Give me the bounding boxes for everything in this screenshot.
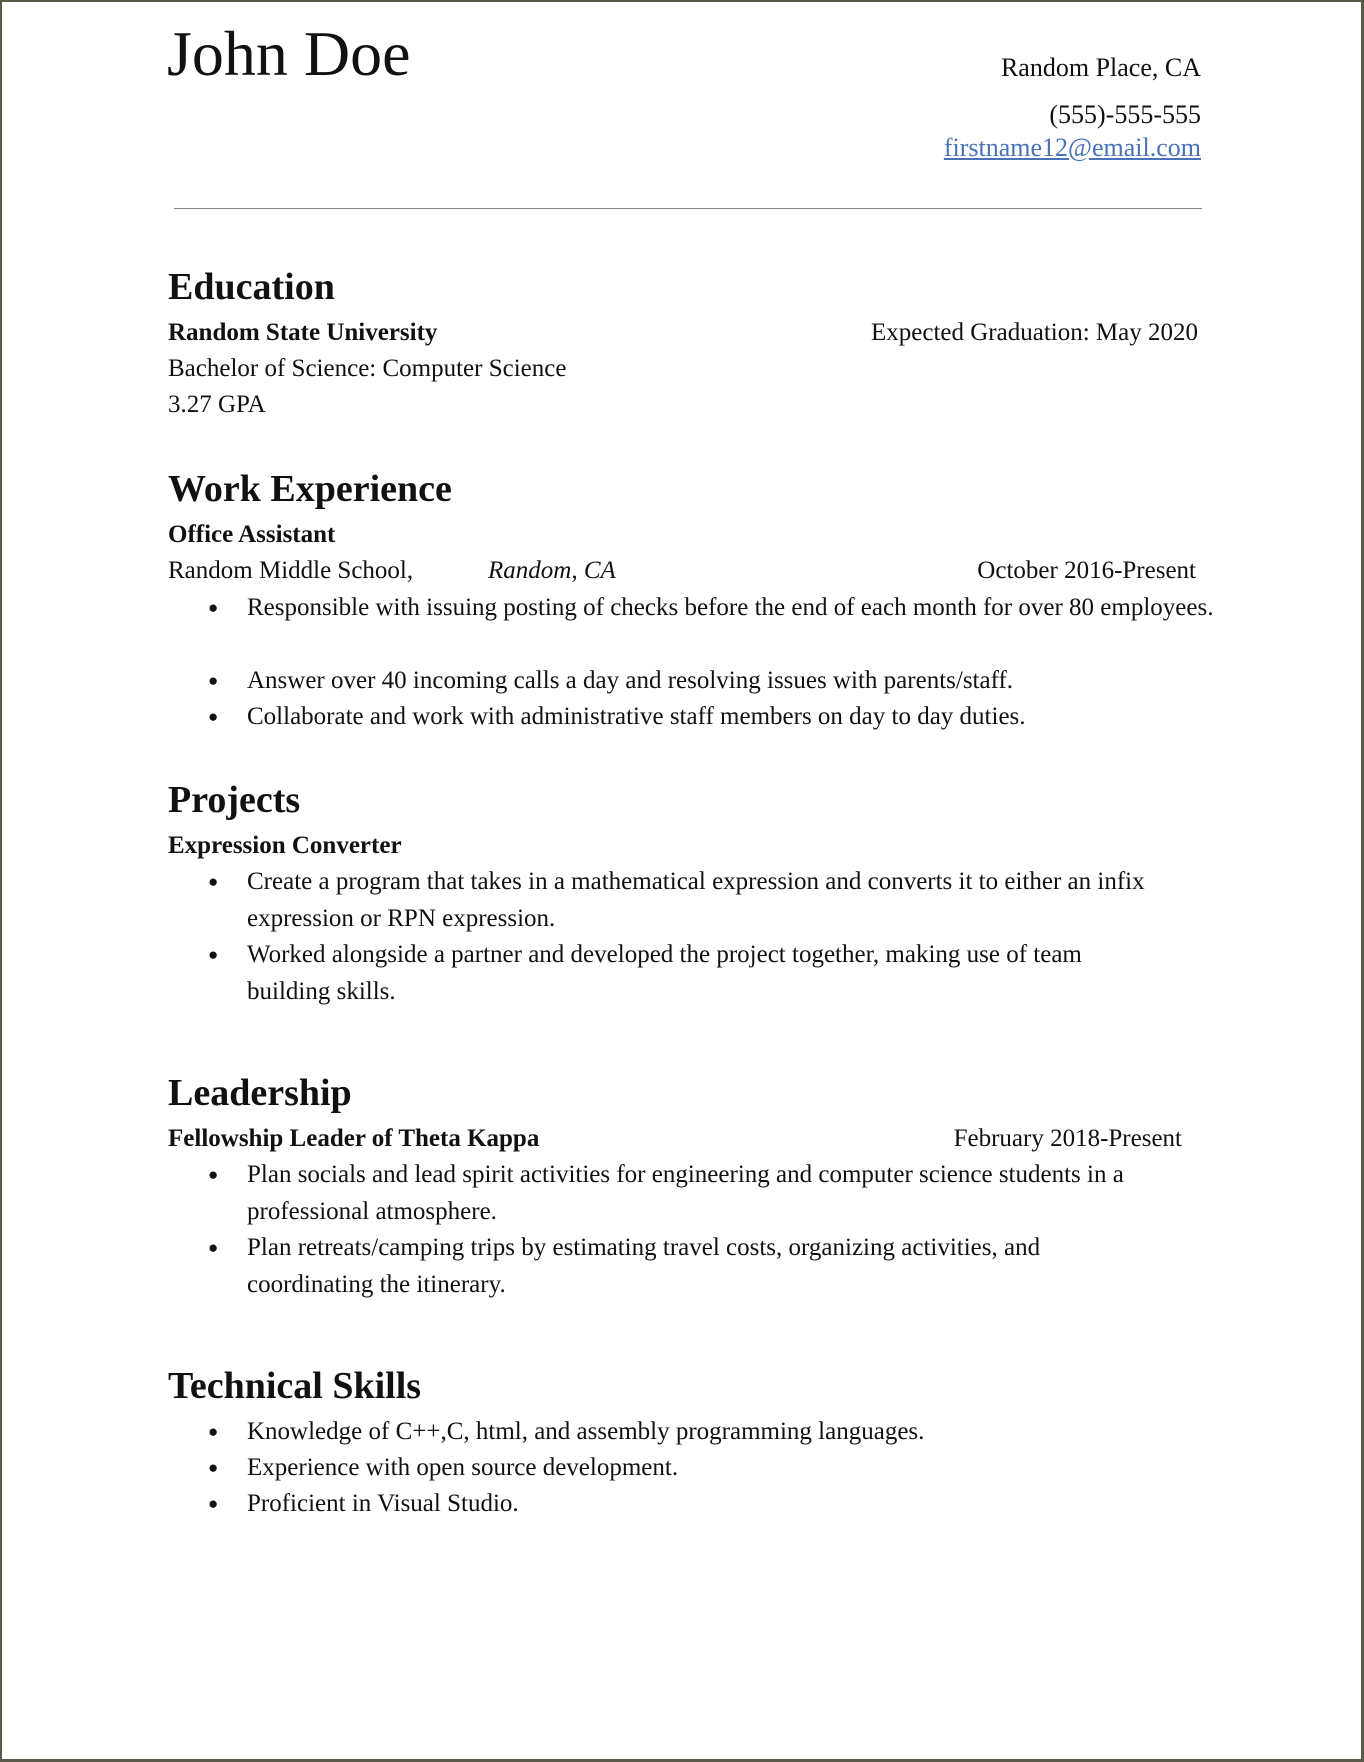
bullet-icon: ●: [208, 671, 219, 690]
work-employer: Random Middle School,: [168, 557, 414, 584]
education-gpa: 3.27 GPA: [168, 391, 266, 418]
work-bullet: Collaborate and work with administrative staff members on day to day duties.: [247, 703, 1026, 730]
education-graduation: Expected Graduation: May 2020: [871, 319, 1198, 346]
skill-bullet: Proficient in Visual Studio.: [247, 1490, 519, 1517]
leadership-bullet: Plan retreats/camping trips by estimating travel costs, organizing activities, and coordinating the itinerary.: [247, 1234, 1041, 1298]
leadership-bullet: Plan socials and lead spirit activities for engineering and computer science students in a professional atmosphere.: [247, 1161, 1124, 1225]
bullet-icon: ●: [208, 598, 219, 617]
work-dates: October 2016-Present: [977, 557, 1196, 584]
leadership-dates: February 2018-Present: [953, 1125, 1182, 1152]
bullet-icon: ●: [208, 1165, 219, 1184]
header-divider: [174, 208, 1202, 209]
project-bullet: Worked alongside a partner and developed the project together, making use of team building skills.: [247, 941, 1082, 1005]
email-link[interactable]: firstname12@email.com: [943, 133, 1201, 162]
skills-heading: Technical Skills: [168, 1365, 422, 1407]
bullet-icon: ●: [208, 707, 219, 726]
bullet-icon: ●: [208, 1238, 219, 1257]
projects-heading: Projects: [168, 779, 301, 821]
work-heading: Work Experience: [168, 468, 452, 510]
education-degree: Bachelor of Science: Computer Science: [168, 355, 567, 382]
leadership-title: Fellowship Leader of Theta Kappa: [168, 1125, 540, 1152]
project-title: Expression Converter: [168, 832, 402, 859]
bullet-icon: ●: [208, 1422, 219, 1441]
education-school: Random State University: [168, 319, 438, 346]
work-bullet: Responsible with issuing posting of checks before the end of each month for over 80 employees.: [247, 594, 1214, 621]
bullet-icon: ●: [208, 945, 219, 964]
skill-bullet: Experience with open source development.: [247, 1454, 679, 1481]
leadership-heading: Leadership: [168, 1072, 352, 1114]
work-location: Random, CA: [488, 557, 616, 584]
candidate-name: John Doe: [167, 18, 411, 89]
project-bullet: Create a program that takes in a mathematical expression and converts it to either an infix expression or RPN expression.: [247, 868, 1145, 932]
bullet-icon: ●: [208, 872, 219, 891]
bullet-icon: ●: [208, 1458, 219, 1477]
location-text: Random Place, CA: [1000, 53, 1201, 82]
work-bullet: Answer over 40 incoming calls a day and resolving issues with parents/staff.: [247, 667, 1014, 694]
bullet-icon: ●: [208, 1494, 219, 1513]
phone-text: (555)-555-555: [1049, 100, 1201, 129]
skill-bullet: Knowledge of C++,C, html, and assembly programming languages.: [247, 1418, 925, 1445]
work-title: Office Assistant: [168, 521, 336, 548]
education-heading: Education: [168, 266, 335, 308]
